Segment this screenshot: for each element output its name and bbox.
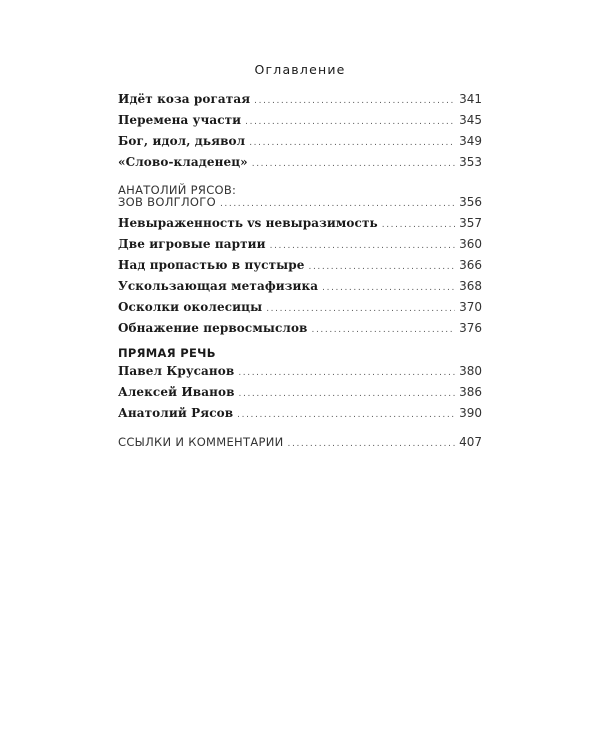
toc-entry-page: 353 [459, 155, 482, 169]
dot-leader [239, 389, 456, 399]
toc-entry[interactable] [118, 134, 482, 154]
toc-entry-title: «Слово-кладенец» [118, 155, 248, 169]
toc-entry[interactable] [118, 258, 482, 278]
toc-entry[interactable] [118, 435, 482, 455]
dot-leader [266, 304, 455, 314]
section-heading: АНАТОЛИЙ РЯСОВ: [118, 183, 237, 197]
dot-leader [245, 117, 455, 127]
dot-leader [254, 96, 455, 106]
toc-entry-page: 390 [459, 406, 482, 420]
toc-entry-page: 357 [459, 216, 482, 230]
dot-leader [237, 410, 455, 420]
toc-entry[interactable] [118, 92, 482, 112]
toc-entry-page: 370 [459, 300, 482, 314]
toc-entry-title: ССЫЛКИ И КОММЕНТАРИИ [118, 435, 284, 449]
toc-entry[interactable] [118, 321, 482, 341]
toc-title: Оглавление [254, 62, 346, 77]
toc-entry[interactable] [118, 385, 482, 405]
toc-entry[interactable] [118, 406, 482, 426]
toc-entry-title: Две игровые партии [118, 237, 266, 251]
dot-leader [249, 138, 455, 148]
dot-leader [252, 159, 455, 169]
toc-entry-page: 360 [459, 237, 482, 251]
toc-entry[interactable] [118, 113, 482, 133]
toc-entry[interactable] [118, 364, 482, 384]
dot-leader [220, 199, 455, 209]
dot-leader [308, 262, 455, 272]
toc-entry[interactable] [118, 216, 482, 236]
toc-entry[interactable] [118, 300, 482, 320]
toc-entry[interactable] [118, 195, 482, 215]
toc-entry-page: 386 [459, 385, 482, 399]
dot-leader [288, 439, 456, 449]
toc-entry-title: Обнажение первосмыслов [118, 321, 308, 335]
toc-entry-title: ЗОВ ВОЛГЛОГО [118, 195, 216, 209]
dot-leader [322, 283, 455, 293]
toc-entry-page: 368 [459, 279, 482, 293]
toc-entry-title: Бог, идол, дьявол [118, 134, 246, 148]
toc-entry-title: Анатолий Рясов [118, 406, 234, 420]
toc-entry-page: 376 [459, 321, 482, 335]
section-heading: ПРЯМАЯ РЕЧЬ [118, 346, 216, 360]
toc-entry[interactable] [118, 237, 482, 257]
toc-entry-page: 345 [459, 113, 482, 127]
dot-leader [238, 368, 455, 378]
toc-entry[interactable] [118, 155, 482, 175]
toc-entry-page: 380 [459, 364, 482, 378]
toc-entry[interactable] [118, 279, 482, 299]
toc-entry-title: Павел Крусанов [118, 364, 235, 378]
toc-entry-title: Идёт коза рогатая [118, 92, 251, 106]
toc-entry-title: Невыраженность vs невыразимость [118, 216, 378, 230]
dot-leader [270, 241, 455, 251]
toc-entry-page: 356 [459, 195, 482, 209]
toc-entry-page: 407 [459, 435, 482, 449]
toc-entry-title: Ускользающая метафизика [118, 279, 319, 293]
toc-entry-page: 366 [459, 258, 482, 272]
toc-entry-title: Перемена участи [118, 113, 242, 127]
dot-leader [311, 325, 455, 335]
toc-entry-page: 341 [459, 92, 482, 106]
dot-leader [382, 220, 455, 230]
toc-entry-title: Над пропастью в пустыре [118, 258, 305, 272]
toc-entry-page: 349 [459, 134, 482, 148]
toc-entry-title: Осколки околесицы [118, 300, 263, 314]
toc-entry-title: Алексей Иванов [118, 385, 235, 399]
